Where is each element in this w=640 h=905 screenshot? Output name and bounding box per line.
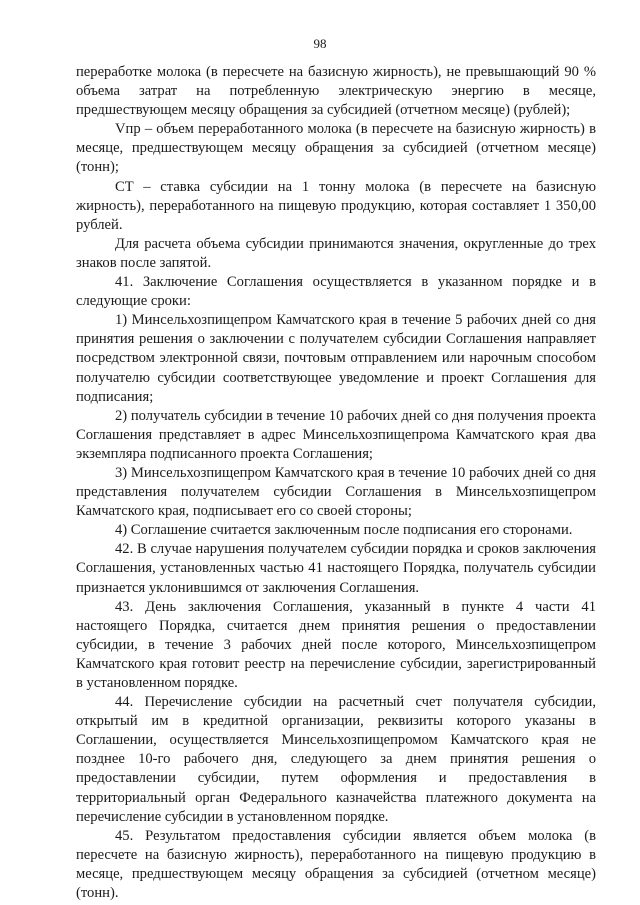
paragraph-41-item-1: 1) Минсельхозпищепром Камчатского края в течение 5 рабочих дней со дня принятия решения о заключении с получателем субсидии Соглашения направляет посредством электронной связи, почтовым отправлением или нарочным способом получателю субсидии соответствующее уведомление и проект Соглашения для подписания; xyxy=(76,312,596,405)
paragraph-rounding: Для расчета объема субсидии принимаются значения, округленные до трех знаков после запятой. xyxy=(76,235,596,271)
paragraph-41: 41. Заключение Соглашения осуществляется в указанном порядке и в следующие сроки: xyxy=(76,274,596,310)
paragraph-41-item-2: 2) получатель субсидии в течение 10 рабочих дней со дня получения проекта Соглашения представляет в адрес Минсельхозпищепрома Камчатского края два экземпляра подписанного проекта Соглашения; xyxy=(76,407,596,462)
paragraph-ct-definition: CT – ставка субсидии на 1 тонну молока (в пересчете на базисную жирность), переработанного на пищевую продукцию, которая составляет 1 350,00 рублей. xyxy=(76,178,596,233)
paragraph-45: 45. Результатом предоставления субсидии является объем молока (в пересчете на базисную жирность), переработанного на пищевую продукцию в месяце, предшествующем месяцу обращения за субсидией (отчетном месяце) (тонн). xyxy=(76,827,596,902)
paragraph-44: 44. Перечисление субсидии на расчетный счет получателя субсидии, открытый им в кредитной организации, реквизиты которого указаны в Соглашении, осуществляется Минсельхозпищепромом Камчатского края не позднее 10-го рабочего дня, следующего за днем принятия решения о предоставлении субсидии, путем оформления и предоставления в территориальный орган Федерального казначейства платежного документа на перечисление субсидии в установленном порядке. xyxy=(76,694,596,825)
paragraph-42: 42. В случае нарушения получателем субсидии порядка и сроков заключения Соглашения, установленных частью 41 настоящего Порядка, получатель субсидии признается уклонившимся от заключения Соглашения. xyxy=(76,541,596,596)
page-number: 98 xyxy=(313,36,327,51)
paragraph-41-item-3: 3) Минсельхозпищепром Камчатского края в течение 10 рабочих дней со дня представления получателем субсидии Соглашения в Минсельхозпищепром Камчатского края, подписывает его со своей стороны; xyxy=(76,464,596,520)
paragraph-vpr-definition: Vпр – объем переработанного молока (в пересчете на базисную жирность) в месяце, предшествующем месяцу обращения за субсидией (отчетном месяце) (тонн); xyxy=(76,121,596,176)
paragraph-43: 43. День заключения Соглашения, указанный в пункте 4 части 41 настоящего Порядка, считается днем принятия решения о предоставлении субсидии, в течение 3 рабочих дней после которого, Минсельхозпищепром Камчатского края готовит реестр на перечисление субсидии, зарегистрированный в установленном порядке. xyxy=(76,598,596,691)
paragraph-41-item-4: 4) Соглашение считается заключенным после подписания его сторонами. xyxy=(115,522,573,539)
paragraph-continuation: переработке молока (в пересчете на базисную жирность), не превышающий 90 % объема затрат на потребленную электрическую энергию в месяце, предшествующем месяцу обращения за субсидией (отчетном месяце) (рублей); xyxy=(76,64,596,119)
document-body xyxy=(76,63,596,903)
